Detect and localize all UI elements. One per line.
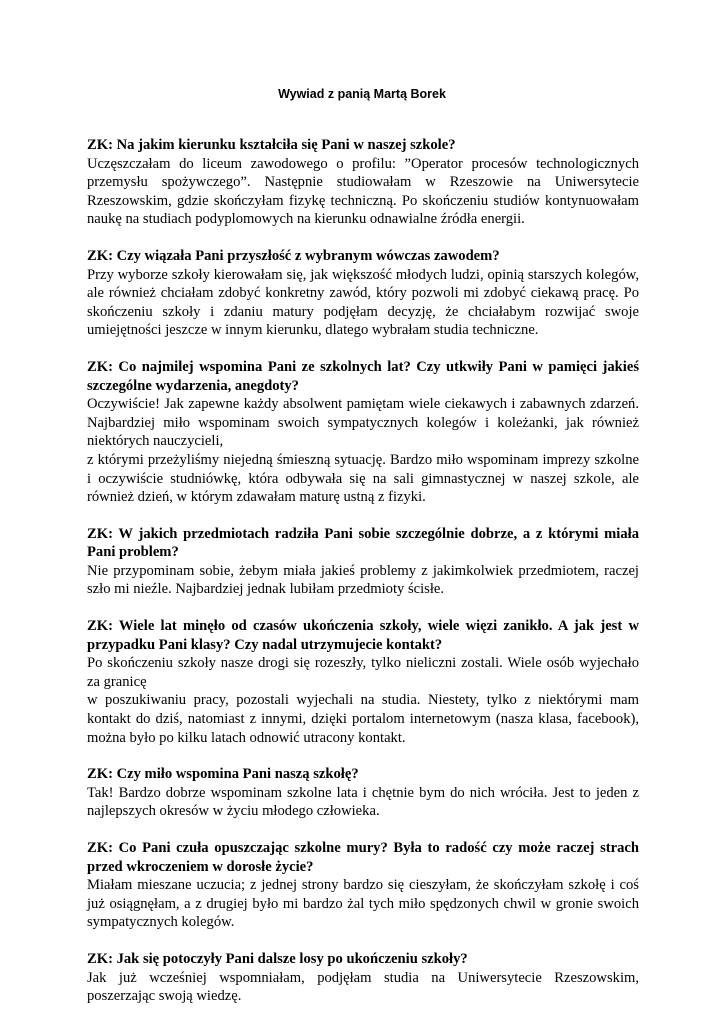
qa-item [87, 839, 639, 932]
qa-item [87, 617, 639, 747]
qa-item [87, 765, 639, 821]
answer-continued: z którymi przeżyliśmy niejedną śmieszną sytuację. Bardzo miło wspominam imprezy szkolne i oczywiście studniówkę, która odbywała się na sali gimnastycznej w naszej szkole, ale również dzień, w którym zdawałam maturę ustną z fizyki. [87, 451, 639, 506]
question: ZK: Czy miło wspomina Pani naszą szkołę? [87, 766, 359, 783]
page-title: Wywiad z panią Martą Borek [278, 87, 446, 101]
answer: Oczywiście! Jak zapewne każdy absolwent pamiętam wiele ciekawych i zabawnych zdarzeń. Najbardziej miło wspominam swoich sympatycznych kolegów i koleżanki, jak również niektórych nauczycieli, [87, 396, 639, 450]
answer: Po skończeniu szkoły nasze drogi się rozeszły, tylko nieliczni zostali. Wiele osób wyjechało za granicę [87, 655, 639, 690]
question: ZK: Co najmilej wspomina Pani ze szkolnych lat? Czy utkwiły Pani w pamięci jakieś szczególne wydarzenia, anegdoty? [87, 358, 639, 394]
answer: Jak już wcześniej wspomniałam, podjęłam studia na Uniwersytecie Rzeszowskim, poszerzając swoją wiedzę. [87, 969, 639, 1005]
answer: Nie przypominam sobie, żebym miała jakieś problemy z jakimkolwiek przedmiotem, raczej szło mi nieźle. Najbardziej jednak lubiłam przedmioty ścisłe. [87, 562, 639, 598]
question: ZK: Czy wiązała Pani przyszłość z wybranym wówczas zawodem? [87, 247, 500, 264]
qa-item [87, 358, 639, 507]
qa-item [87, 950, 639, 1006]
qa-item [87, 247, 639, 340]
answer: Tak! Bardzo dobrze wspominam szkolne lata i chętnie bym do nich wróciła. Jest to jeden z najlepszych okresów w życiu młodego człowieka. [87, 784, 639, 820]
question: ZK: Wiele lat minęło od czasów ukończenia szkoły, wiele więzi zanikło. A jak jest w przypadku Pani klasy? Czy nadal utrzymujecie kontakt? [87, 618, 639, 653]
answer: Uczęszczałam do liceum zawodowego o profilu: ”Operator procesów technologicznych przemysłu spożywczego”. Następnie studiowałam w Rzeszowie na Uniwersytecie Rzeszowskim, gdzie skończyłam fizykę techniczną. Po skończeniu studiów kontynuowałam naukę na studiach podyplomowych na kierunku odnawialne źródła energii. [87, 155, 639, 228]
question: ZK: W jakich przedmiotach radziła Pani sobie szczególnie dobrze, a z którymi miała Pani problem? [87, 525, 639, 561]
qa-item [87, 136, 639, 229]
question: ZK: Co Pani czuła opuszczając szkolne mury? Była to radość czy może raczej strach przed wkroczeniem w dorosłe życie? [87, 840, 639, 875]
answer-continued: w poszukiwaniu pracy, pozostali wyjechali na studia. Niestety, tylko z niektórymi mam kontakt do dziś, natomiast z innymi, dzięki portalom internetowym (nasza klasa, facebook), można było po kilku latach odnowić utracony kontakt. [87, 692, 639, 746]
question: ZK: Na jakim kierunku kształciła się Pani w naszej szkole? [87, 137, 456, 153]
answer: Przy wyborze szkoły kierowałam się, jak większość młodych ludzi, opinią starszych kolegów, ale również chciałam zdobyć konkretny zawód, który pozwoli mi zdobyć ciekawą pracę. Po skończeniu szkoły i zdaniu matury podjęłam decyzję, że chciałabym rozwijać swoje umiejętności jeszcze w innym kierunku, dlatego wybrałam studia techniczne. [87, 266, 639, 339]
qa-item [87, 525, 639, 599]
answer: Miałam mieszane uczucia; z jednej strony bardzo się cieszyłam, że skończyłam szkołę i coś już osiągnęłam, a z drugiej było mi bardzo żal tych miło spędzonych chwil w gronie swoich sympatycznych kolegów. [87, 877, 639, 931]
question: ZK: Jak się potoczyły Pani dalsze losy po ukończeniu szkoły? [87, 950, 468, 967]
interview-content [87, 136, 639, 1024]
